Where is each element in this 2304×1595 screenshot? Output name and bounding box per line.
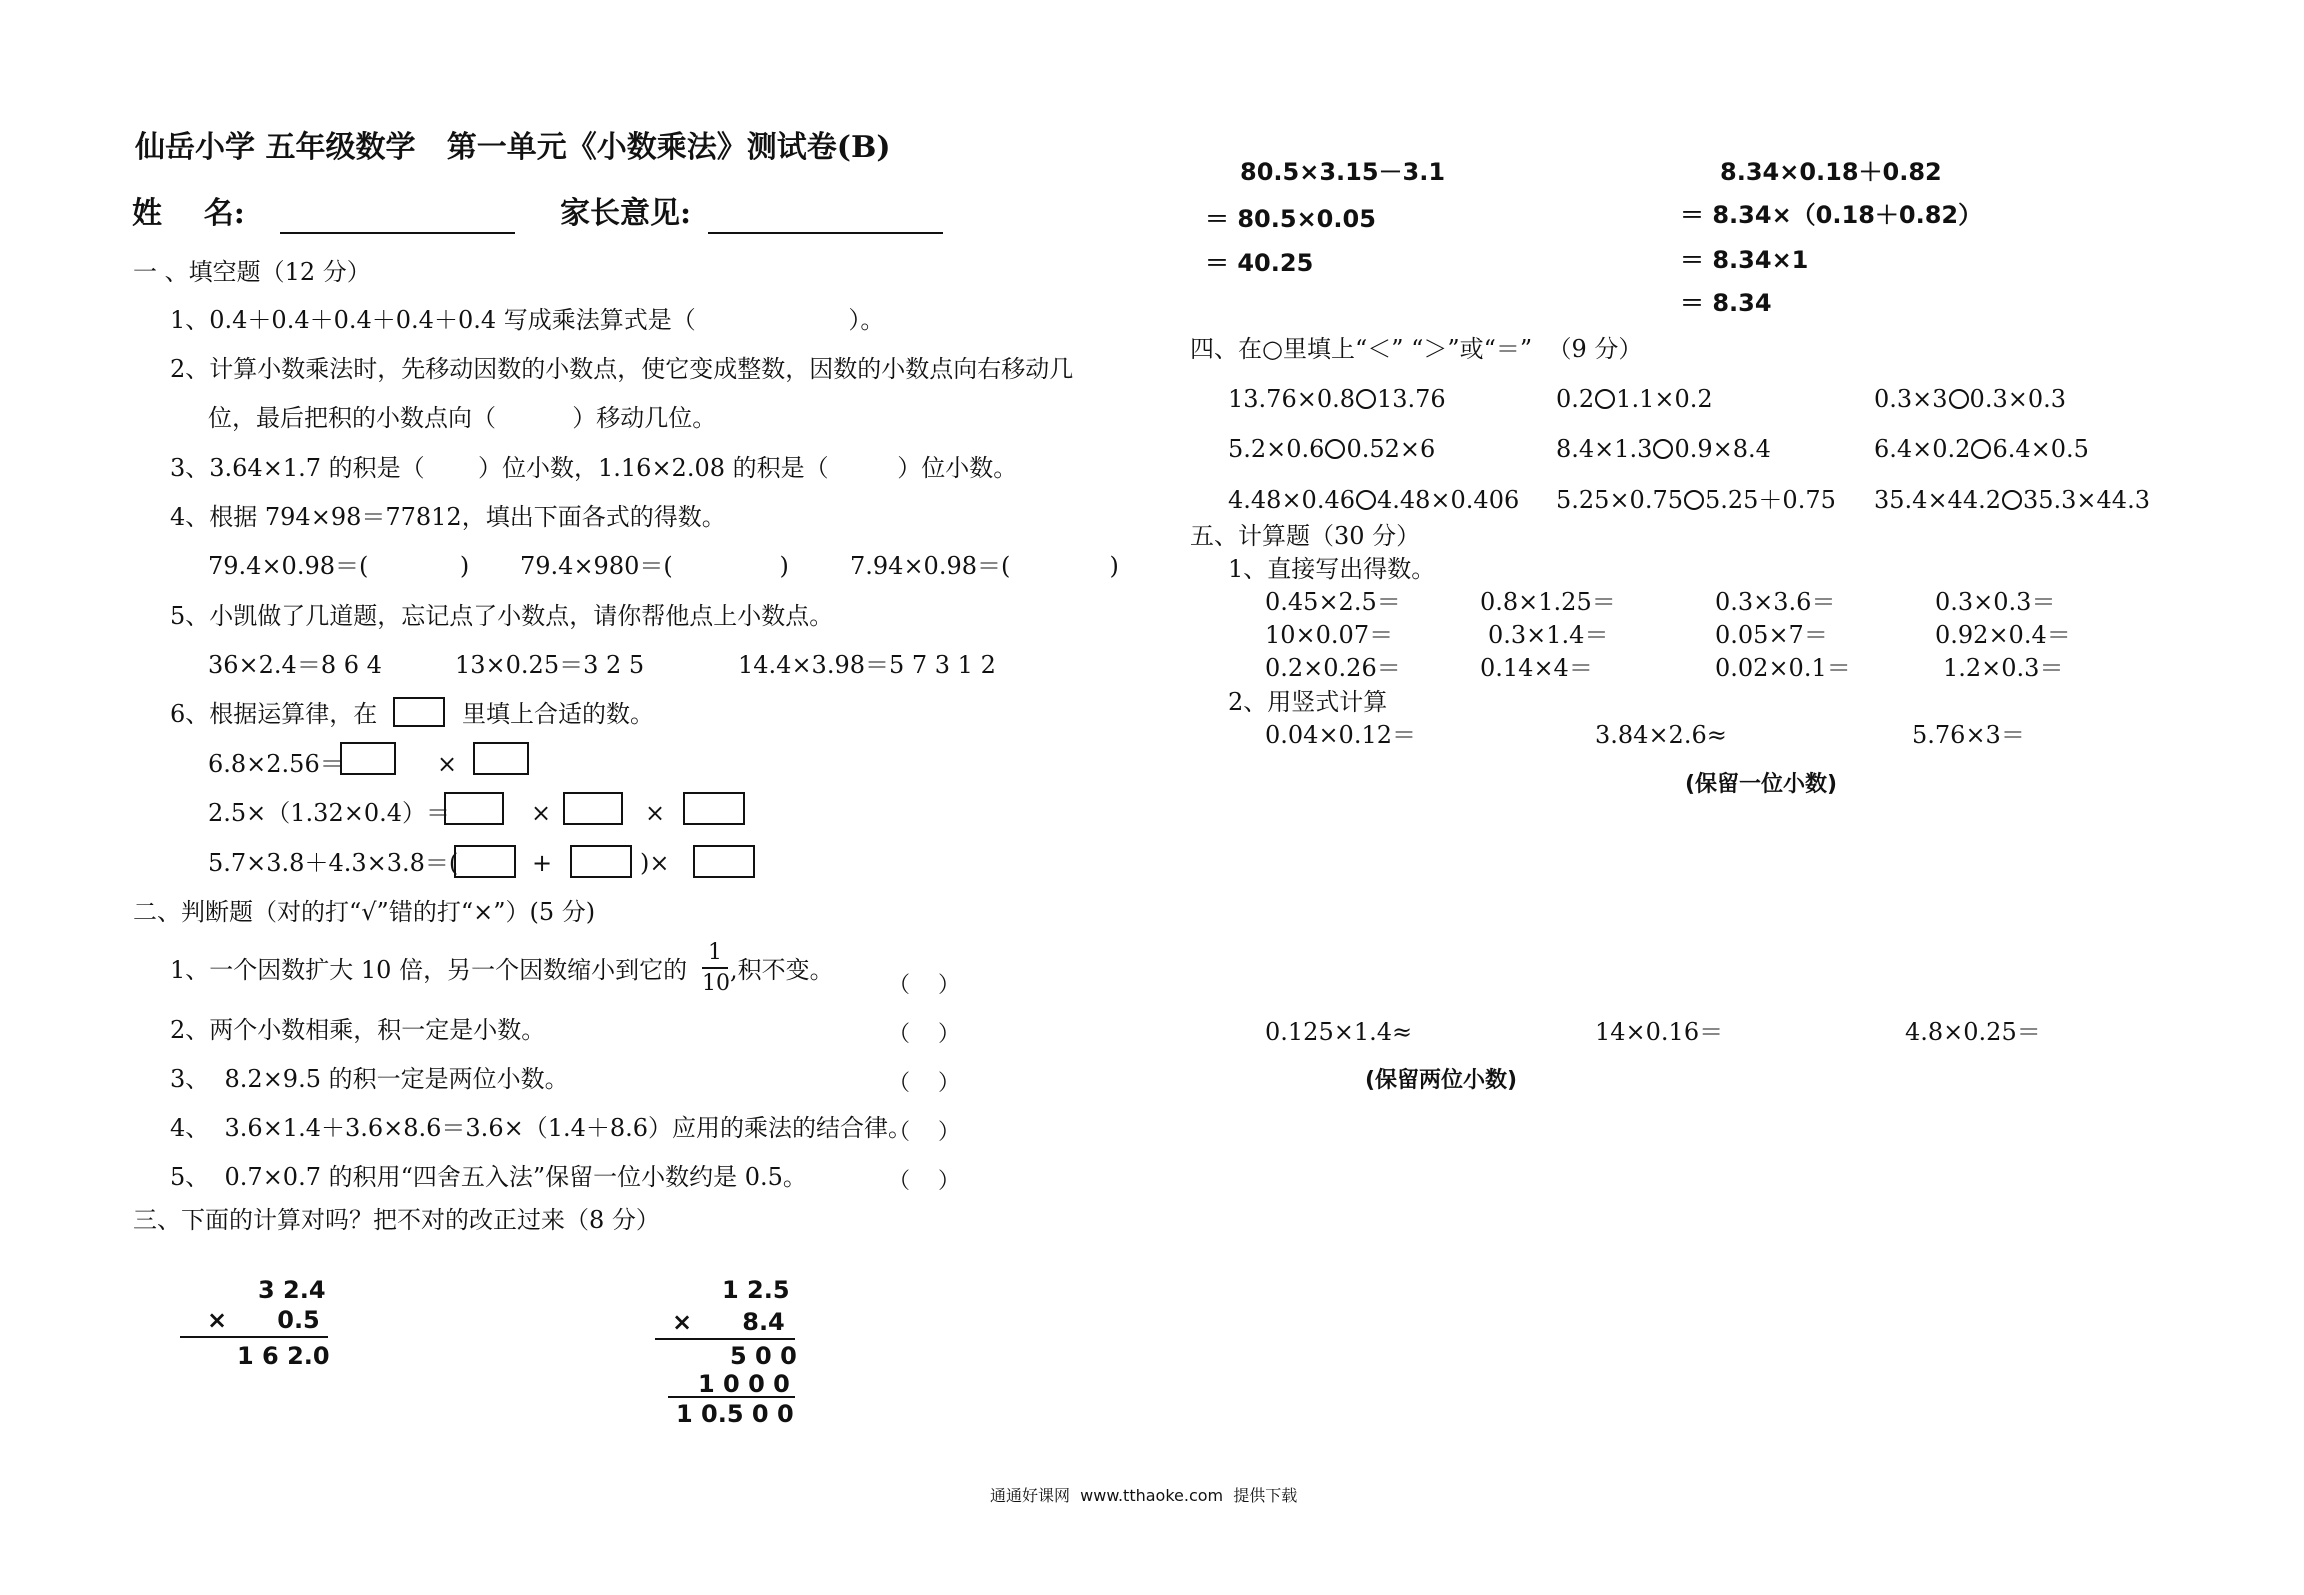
comparison-right: 35.3×44.3: [2022, 486, 2150, 514]
calc1-rule: [180, 1336, 328, 1338]
section3-heading: 三、下面的计算对吗？把不对的改正过来（8 分）: [133, 1206, 660, 1234]
rounding-note-1: (保留一位小数): [1685, 772, 1838, 797]
comparison-left: 35.4×44.2: [1874, 486, 2001, 514]
q1-3: 3、3.64×1.7 的积是（ ）位小数，1.16×2.08 的积是（ ）位小数。: [170, 454, 1018, 482]
comparison-left: 8.4×1.3: [1556, 435, 1653, 463]
times-sign: ×: [437, 750, 458, 778]
comparison-right: 6.4×0.5: [1992, 435, 2089, 463]
comparison-left: 5.25×0.75: [1556, 486, 1683, 514]
comparison-right: 13.76: [1376, 385, 1446, 413]
q1-4c: 7.94×0.98＝( ): [850, 552, 1119, 580]
comparison-left: 5.2×0.6: [1228, 435, 1325, 463]
work2-line1: 8.34×0.18＋0.82: [1720, 158, 1942, 186]
example-box: [393, 697, 445, 727]
direct-calc-item: 0.2×0.26＝: [1265, 654, 1401, 682]
calc1-result: 1 6 2.0: [237, 1342, 330, 1370]
comparison-item: [1556, 387, 1713, 411]
name-label: 姓 名:: [132, 196, 245, 231]
q1-4: 4、根据 794×98＝77812，填出下面各式的得数。: [170, 503, 726, 531]
comparison-circle[interactable]: [1653, 439, 1673, 459]
direct-calc-item: 0.8×1.25＝: [1480, 588, 1616, 616]
answer-box[interactable]: [340, 742, 396, 775]
vertical-calc-3: 5.76×3＝: [1912, 721, 2025, 749]
vertical-calc-5: 14×0.16＝: [1595, 1018, 1724, 1046]
vertical-calc-6: 4.8×0.25＝: [1905, 1018, 2041, 1046]
comparison-left: 13.76×0.8: [1228, 385, 1355, 413]
comparison-right: 0.9×8.4: [1674, 435, 1771, 463]
comparison-item: [1556, 488, 1836, 512]
comparison-circle[interactable]: [1949, 389, 1969, 409]
direct-calc-item: 0.3×3.6＝: [1715, 588, 1836, 616]
answer-box[interactable]: [683, 792, 745, 825]
section4-heading: 四、在○里填上“＜” “＞”或“＝” （9 分）: [1190, 335, 1643, 363]
comparison-left: 4.48×0.46: [1228, 486, 1355, 514]
q1-6c: 5.7×3.8＋4.3×3.8＝(: [208, 849, 459, 877]
fraction-bar: [702, 967, 728, 969]
answer-box[interactable]: [444, 792, 504, 825]
q2-5: 5、 0.7×0.7 的积用“四舍五入法”保留一位小数约是 0.5。: [170, 1163, 807, 1191]
q2-1: 1、一个因数扩大 10 倍，另一个因数缩小到它的: [170, 956, 688, 984]
q1-5b: 13×0.25＝3 2 5: [455, 651, 645, 679]
section1-heading: 一 、填空题（12 分）: [133, 258, 371, 286]
q1-1: 1、0.4＋0.4＋0.4＋0.4＋0.4 写成乘法算式是（ ）。: [170, 306, 885, 334]
parent-opinion-blank[interactable]: [708, 232, 943, 234]
q1-4b: 79.4×980＝( ): [520, 552, 789, 580]
q1-5c: 14.4×3.98＝5 7 3 1 2: [738, 651, 996, 679]
work1-line1: 80.5×3.15－3.1: [1240, 158, 1446, 186]
rounding-note-2: (保留两位小数): [1365, 1068, 1518, 1093]
comparison-right: 0.3×0.3: [1969, 385, 2066, 413]
judge-paren[interactable]: （ ）: [888, 1120, 960, 1145]
q1-4a: 79.4×0.98＝( ): [208, 552, 470, 580]
comparison-circle[interactable]: [1595, 389, 1615, 409]
judge-paren[interactable]: （ ）: [888, 1071, 960, 1096]
direct-calc-item: 0.45×2.5＝: [1265, 588, 1401, 616]
comparison-circle[interactable]: [1325, 439, 1345, 459]
calc2-result: 1 0.5 0 0: [676, 1400, 794, 1428]
direct-calc-item: 0.02×0.1＝: [1715, 654, 1851, 682]
comparison-right: 1.1×0.2: [1616, 385, 1713, 413]
comparison-circle[interactable]: [1684, 490, 1704, 510]
q2-1-post: ,积不变。: [730, 956, 834, 984]
comparison-item: [1874, 488, 2150, 512]
parent-opinion-label: 家长意见:: [560, 196, 692, 231]
work2-line4: ＝ 8.34: [1680, 289, 1772, 317]
comparison-circle[interactable]: [2002, 490, 2022, 510]
close-times-sign: )×: [640, 849, 670, 877]
calc2-row1: 5 0 0: [730, 1342, 797, 1370]
answer-box[interactable]: [563, 792, 623, 825]
q2-2: 2、两个小数相乘，积一定是小数。: [170, 1016, 546, 1044]
section5-heading: 五、计算题（30 分）: [1190, 522, 1421, 550]
q1-2-line2: 位，最后把积的小数点向（ ）移动几位。: [208, 404, 717, 432]
direct-calc-item: 0.92×0.4＝: [1935, 621, 2071, 649]
calc2-multiplier: × 8.4: [672, 1308, 785, 1336]
q2-3: 3、 8.2×9.5 的积一定是两位小数。: [170, 1065, 569, 1093]
judge-paren[interactable]: （ ）: [888, 1169, 960, 1194]
page-title: 仙岳小学 五年级数学 第一单元《小数乘法》测试卷(B): [135, 130, 891, 165]
q1-6: 6、根据运算律，在: [170, 700, 378, 728]
direct-calc-item: 1.2×0.3＝: [1943, 654, 2064, 682]
q2-4: 4、 3.6×1.4＋3.6×8.6＝3.6×（1.4＋8.6）应用的乘法的结合律。: [170, 1114, 913, 1142]
direct-calc-item: 0.3×0.3＝: [1935, 588, 2056, 616]
comparison-item: [1874, 387, 2066, 411]
name-blank[interactable]: [280, 232, 515, 234]
comparison-left: 6.4×0.2: [1874, 435, 1971, 463]
calc1-multiplicand: 3 2.4: [258, 1276, 326, 1304]
q1-6-post: 里填上合适的数。: [462, 700, 654, 728]
q1-5: 5、小凯做了几道题，忘记点了小数点，请你帮他点上小数点。: [170, 602, 834, 630]
answer-box[interactable]: [473, 742, 529, 775]
section5-sub2: 2、用竖式计算: [1228, 688, 1388, 716]
direct-calc-item: 0.3×1.4＝: [1488, 621, 1609, 649]
direct-calc-item: 0.14×4＝: [1480, 654, 1593, 682]
section5-sub1: 1、直接写出得数。: [1228, 555, 1436, 583]
comparison-right: 0.52×6: [1346, 435, 1436, 463]
comparison-item: [1228, 387, 1446, 411]
fraction-numerator: 1: [708, 940, 722, 965]
vertical-calc-1: 0.04×0.12＝: [1265, 721, 1416, 749]
comparison-item: [1874, 437, 2089, 461]
comparison-item: [1556, 437, 1771, 461]
work2-line3: ＝ 8.34×1: [1680, 246, 1809, 274]
answer-box[interactable]: [454, 845, 516, 878]
comparison-circle[interactable]: [1356, 490, 1376, 510]
answer-box[interactable]: [693, 845, 755, 878]
comparison-left: 0.2: [1556, 385, 1595, 413]
vertical-calc-2: 3.84×2.6≈: [1595, 721, 1727, 749]
comparison-left: 0.3×3: [1874, 385, 1948, 413]
comparison-item: [1228, 488, 1519, 512]
times-sign: ×: [531, 799, 552, 827]
work2-line2: ＝ 8.34×（0.18＋0.82）: [1680, 201, 1983, 229]
plus-sign: +: [532, 849, 553, 877]
calc2-rule: [655, 1338, 795, 1340]
work1-line2: ＝ 80.5×0.05: [1205, 205, 1376, 233]
direct-calc-item: 0.05×7＝: [1715, 621, 1828, 649]
judge-paren[interactable]: （ ）: [888, 973, 960, 998]
direct-calc-item: 10×0.07＝: [1265, 621, 1394, 649]
section2-heading: 二、判断题（对的打“√”错的打“×”）(5 分): [133, 898, 596, 926]
calc1-multiplier: × 0.5: [207, 1306, 320, 1334]
comparison-circle[interactable]: [1356, 389, 1376, 409]
footer-credit: 通通好课网 www.tthaoke.com 提供下载: [990, 1486, 1298, 1505]
q1-5a: 36×2.4＝8 6 4: [208, 651, 382, 679]
work1-line3: ＝ 40.25: [1205, 249, 1314, 277]
fraction: [702, 940, 728, 996]
q1-6a: 6.8×2.56＝: [208, 750, 344, 778]
times-sign: ×: [645, 799, 666, 827]
comparison-right: 4.48×0.406: [1376, 486, 1520, 514]
calc2-rule2: [668, 1396, 795, 1398]
judge-paren[interactable]: （ ）: [888, 1022, 960, 1047]
calc2-multiplicand: 1 2.5: [722, 1276, 790, 1304]
q1-2-line1: 2、计算小数乘法时，先移动因数的小数点，使它变成整数，因数的小数点向右移动几: [170, 355, 1074, 383]
answer-box[interactable]: [570, 845, 632, 878]
comparison-right: 5.25＋0.75: [1704, 486, 1836, 514]
vertical-calc-4: 0.125×1.4≈: [1265, 1018, 1413, 1046]
comparison-item: [1228, 437, 1435, 461]
fraction-denominator: 10: [702, 971, 730, 996]
comparison-circle[interactable]: [1971, 439, 1991, 459]
calc2-row2: 1 0 0 0: [698, 1370, 790, 1398]
q1-6b: 2.5×（1.32×0.4）＝: [208, 799, 450, 827]
